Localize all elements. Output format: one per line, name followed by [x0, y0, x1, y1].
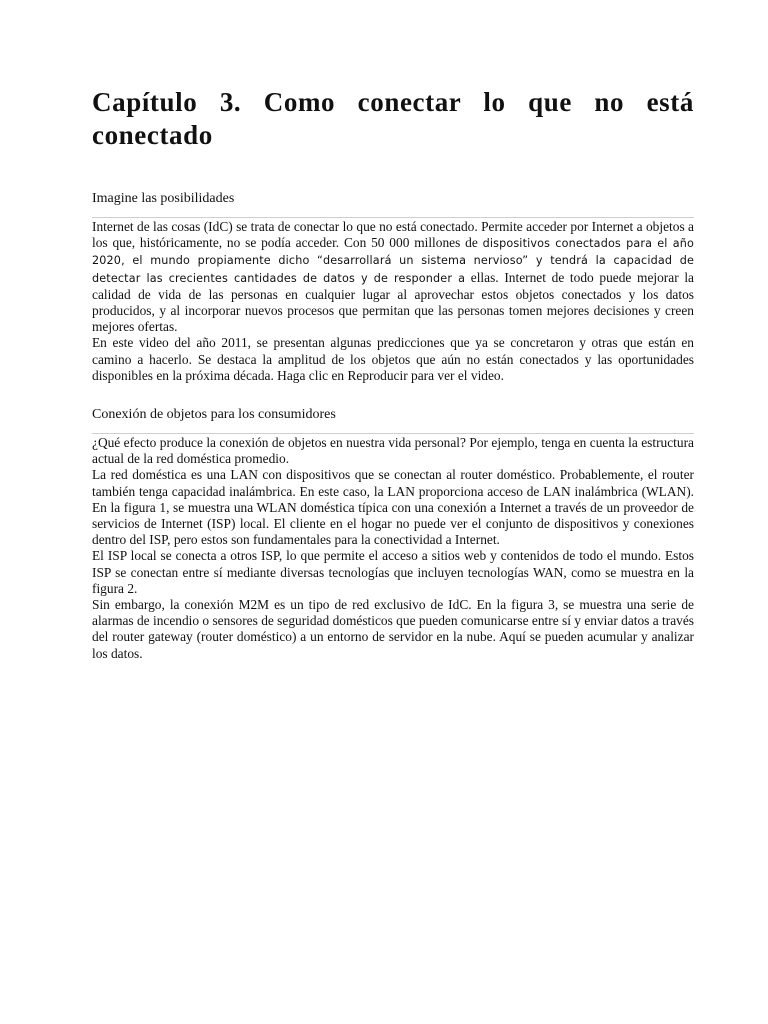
section-divider: [92, 217, 694, 218]
paragraph: [92, 219, 694, 335]
section-divider: [92, 433, 694, 434]
paragraph: ¿Qué efecto produce la conexión de objetos en nuestra vida personal? Por ejemplo, tenga en cuenta la estructura actual de la red doméstica promedio.: [92, 435, 694, 467]
paragraph-text-alt-font: dispositivos conectados para el año 2020, el mundo propiamente dicho “desarrollará un sistema nervioso” y tendrá la capacidad de detectar las crecientes cantidades de datos y de responder a: [92, 237, 694, 285]
chapter-title: Capítulo 3. Como conectar lo que no está conectado: [92, 87, 694, 150]
section-body-possibilities: [92, 219, 694, 384]
paragraph: La red doméstica es una LAN con dispositivos que se conectan al router doméstico. Probablemente, el router también tenga capacidad inalámbrica. En este caso, la LAN proporciona acceso de LAN inalámbrica (WLAN). En la figura 1, se muestra una WLAN doméstica típica con una conexión a Internet a través de un proveedor de servicios de Internet (ISP) local. El cliente en el hogar no puede ver el conjunto de dispositivos y conexiones dentro del ISP, pero estos son fundamentales para la conectividad a Internet.: [92, 467, 694, 548]
paragraph: Sin embargo, la conexión M2M es un tipo de red exclusivo de IdC. En la figura 3, se muestra una serie de alarmas de incendio o sensores de seguridad domésticos que pueden comunicarse entre sí y enviar datos a través del router gateway (router doméstico) a un entorno de servidor en la nube. Aquí se pueden acumular y analizar los datos.: [92, 597, 695, 661]
paragraph-text: ellas. Internet de todo puede mejorar la calidad de vida de las personas en cualquier lugar al aprovechar estos objetos conectados y los datos producidos, y al incorporar nuevos procesos que permitan que las personas tomen mejores decisiones y creen mejores ofertas.: [92, 269, 694, 335]
paragraph: El ISP local se conecta a otros ISP, lo que permite el acceso a sitios web y contenidos de todo el mundo. Estos ISP se conectan entre sí mediante diversas tecnologías que incluyen tecnologías WAN, como se muestra en la figura 2.: [92, 548, 694, 596]
section-heading-possibilities: Imagine las posibilidades: [92, 191, 235, 206]
document-page: [92, 86, 694, 662]
paragraph: En este video del año 2011, se presentan algunas predicciones que ya se concretaron y otras que están en camino a hacerlo. Se destaca la amplitud de los objetos que aún no están conectados y las oportunidades disponibles en la próxima década. Haga clic en Reproducir para ver el video.: [92, 335, 694, 383]
section-heading-consumers: Conexión de objetos para los consumidores: [92, 407, 336, 423]
section-body-consumers: [92, 435, 694, 662]
paragraph-text: Internet de las cosas (IdC) se trata de conectar lo que no está conectado. Permite acceder por Internet a objetos a los que, históricamente, no se podía acceder. Con 50 000 millones de: [92, 219, 694, 251]
